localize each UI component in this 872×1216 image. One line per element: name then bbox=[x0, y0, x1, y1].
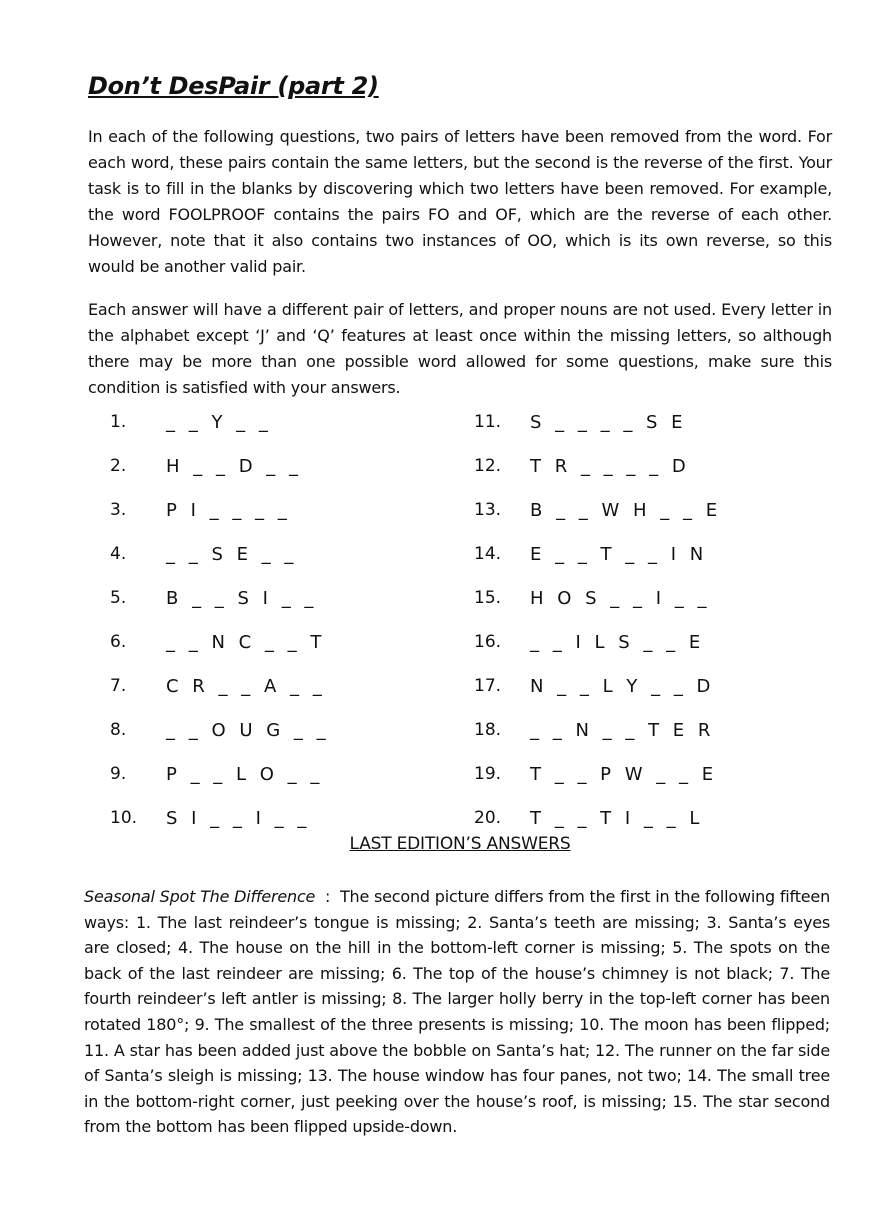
puzzle-row bbox=[110, 752, 480, 796]
puzzle-number: 10. bbox=[110, 808, 138, 828]
puzzle-number: 2. bbox=[110, 456, 127, 476]
puzzle-number: 18. bbox=[474, 720, 502, 740]
puzzle-number: 4. bbox=[110, 544, 127, 564]
puzzle-row bbox=[474, 664, 844, 708]
puzzle-row bbox=[110, 576, 480, 620]
puzzle-number: 6. bbox=[110, 632, 127, 652]
puzzle-row bbox=[110, 664, 480, 708]
answers-body: The second picture differs from the first in the following fifteen ways: 1. The last reindeer’s tongue is missing; 2. Santa’s teeth are missing; 3. Santa’s eyes are closed; 4. The house on the hill in the bottom-left corner is missing; 5. The spots on the back of the last reindeer are missing; 6. The top of the house’s chimney is not black; 7. The fourth reindeer’s left antler is missing; 8. The larger holly berry in the top-left corner has been rotated 180°; 9. The smallest of the three presents is missing; 10. The moon has been flipped; 11. A star has been added just above the bobble on Santa’s hat; 12. The runner on the far side of Santa’s sleigh is missing; 13. The house window has four panes, not two; 14. The small tree in the bottom-right corner, just peeking over the house’s roof, is missing; 15. The star second from the bottom has been flipped upside-down. bbox=[84, 887, 831, 1137]
puzzle-column-right bbox=[474, 400, 844, 840]
puzzle-row bbox=[474, 620, 844, 664]
puzzle-number: 15. bbox=[474, 588, 502, 608]
puzzle-pattern: T _ _ P W _ _ E bbox=[530, 763, 716, 785]
puzzle-row bbox=[110, 532, 480, 576]
puzzle-pattern: T _ _ T I _ _ L bbox=[530, 807, 702, 829]
rules-paragraph: Each answer will have a different pair of letters, and proper nouns are not used. Every letter in the alphabet except ‘J’ and ‘Q’ features at least once within the missing letters, so although there may be more than one possible word allowed for some questions, make sure this condition is satisfied with your answers. bbox=[88, 300, 832, 397]
puzzle-number: 13. bbox=[474, 500, 502, 520]
puzzle-row bbox=[474, 400, 844, 444]
puzzle-number: 12. bbox=[474, 456, 502, 476]
puzzle-row bbox=[110, 488, 480, 532]
puzzle-number: 20. bbox=[474, 808, 502, 828]
puzzle-row bbox=[474, 488, 844, 532]
puzzle-number: 11. bbox=[474, 412, 502, 432]
puzzle-row bbox=[474, 576, 844, 620]
puzzle-number: 19. bbox=[474, 764, 502, 784]
puzzle-pattern: _ _ Y _ _ bbox=[166, 411, 270, 433]
puzzle-row bbox=[110, 444, 480, 488]
puzzle-number: 8. bbox=[110, 720, 127, 740]
answers-lead: Seasonal Spot The Difference bbox=[84, 887, 316, 906]
puzzle-number: 9. bbox=[110, 764, 127, 784]
puzzle-number: 7. bbox=[110, 676, 127, 696]
puzzle-number: 14. bbox=[474, 544, 502, 564]
puzzle-row bbox=[110, 400, 480, 444]
page-title: Don’t DesPair (part 2) bbox=[88, 72, 379, 100]
puzzle-pattern: C R _ _ A _ _ bbox=[166, 675, 324, 697]
puzzle-pattern: P I _ _ _ _ bbox=[166, 499, 289, 521]
puzzle-pattern: _ _ O U G _ _ bbox=[166, 719, 328, 741]
puzzle-page bbox=[84, 64, 832, 1137]
puzzle-column-left bbox=[110, 400, 480, 840]
puzzle-pattern: H _ _ D _ _ bbox=[166, 455, 301, 477]
intro-paragraph: In each of the following questions, two pairs of letters have been removed from the word. For each word, these pairs contain the same letters, but the second is the reverse of the first. Your task is to fill in the blanks by discovering which two letters have been removed. For example, the word FOOLPROOF contains the pairs FO and OF, which are the reverse of each other. However, note that it also contains two instances of OO, which is its own reverse, so this would be another valid pair. bbox=[88, 127, 832, 276]
puzzle-pattern: B _ _ S I _ _ bbox=[166, 587, 316, 609]
puzzle-pattern: S I _ _ I _ _ bbox=[166, 807, 309, 829]
puzzle-pattern: H O S _ _ I _ _ bbox=[530, 587, 709, 609]
puzzle-pattern: _ _ I L S _ _ E bbox=[530, 631, 703, 653]
puzzle-pattern: N _ _ L Y _ _ D bbox=[530, 675, 713, 697]
puzzle-number: 16. bbox=[474, 632, 502, 652]
puzzle-pattern: S _ _ _ _ S E bbox=[530, 411, 685, 433]
puzzle-pattern: _ _ N _ _ T E R bbox=[530, 719, 713, 741]
puzzle-pattern: T R _ _ _ _ D bbox=[530, 455, 688, 477]
puzzle-pattern: P _ _ L O _ _ bbox=[166, 763, 322, 785]
puzzle-row bbox=[474, 444, 844, 488]
puzzle-number: 3. bbox=[110, 500, 127, 520]
puzzle-row bbox=[110, 708, 480, 752]
puzzle-row bbox=[110, 620, 480, 664]
answers-paragraph bbox=[84, 884, 830, 1140]
puzzle-row bbox=[474, 708, 844, 752]
answers-heading: LAST EDITION’S ANSWERS bbox=[349, 834, 571, 854]
puzzle-number: 17. bbox=[474, 676, 502, 696]
puzzle-number: 5. bbox=[110, 588, 127, 608]
puzzle-row bbox=[474, 532, 844, 576]
puzzle-pattern: E _ _ T _ _ I N bbox=[530, 543, 706, 565]
puzzle-number: 1. bbox=[110, 412, 127, 432]
puzzle-pattern: _ _ S E _ _ bbox=[166, 543, 296, 565]
answers-separator: : bbox=[315, 887, 340, 906]
puzzle-pattern: B _ _ W H _ _ E bbox=[530, 499, 720, 521]
puzzle-pattern: _ _ N C _ _ T bbox=[166, 631, 324, 653]
puzzle-row bbox=[474, 752, 844, 796]
